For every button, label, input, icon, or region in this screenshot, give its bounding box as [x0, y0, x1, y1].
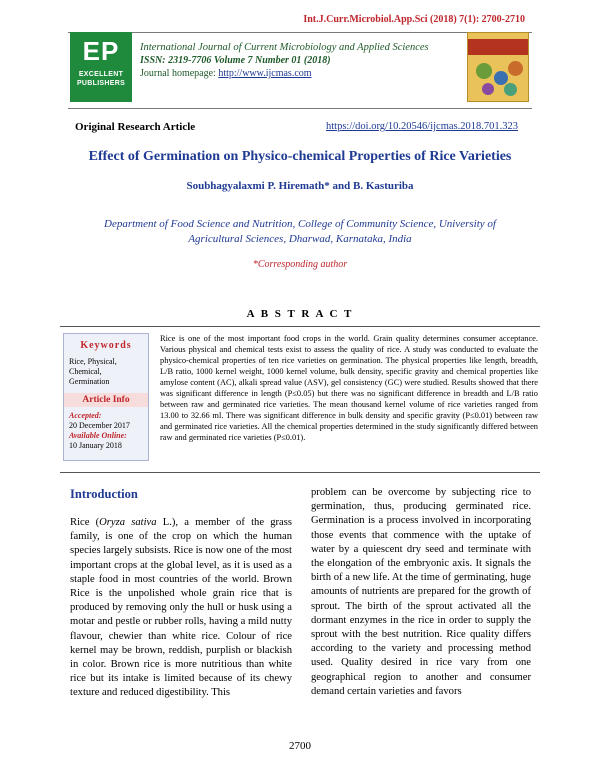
article-title: Effect of Germination on Physico-chemical Properties of Rice Varieties [88, 149, 512, 164]
species-name: Oryza sativa [99, 517, 157, 528]
logo-letters: EP [82, 36, 120, 66]
issn-line: ISSN: 2319-7706 Volume 7 Number 01 (2018) [140, 55, 331, 66]
abstract-text: Rice is one of the most important food crops in the world. Grain quality determines consumer acceptance. Various physical and chemical tests exist to assess the quality of rice. A study was conducted to evaluate the physico-chemical properties of ten rice varieties on germination. The physical properties like length, breadth, L/B ratio, 1000 kernel weight, 1000 kernel volume, bulk density, specific gravity and chemical properties like amylose content (AC), alkali spread value (ASV), gel consistency (GC) were studied. Results showed that there was significant difference in length (P≤0.05) but there was no significant difference in breadth and L/B ratio between raw and germinated rice varieties. The mean thousand kernel volume of rice varieties ranged from 13.00 to 32.66 ml. There was significant difference in bulk density and specific gravity (P≤0.01) between raw and germinated rice varieties. All the chemical properties determined in the study significantly differed between raw and germinated rice varieties (P≤0.01). [160, 334, 538, 442]
cover-image-4 [482, 83, 494, 95]
homepage-label: Journal homepage: [140, 68, 219, 79]
running-head: Int.J.Curr.Microbiol.App.Sci (2018) 7(1): 2700-2710 [303, 14, 525, 25]
abstract-bottom-rule [60, 472, 540, 473]
journal-name: International Journal of Current Microbiology and Applied Sciences [140, 42, 429, 53]
logo-subtext-1: EXCELLENT [78, 71, 124, 78]
accepted-label: Accepted: [69, 411, 102, 420]
page-number: 2700 [289, 740, 311, 752]
publisher-logo [70, 32, 132, 102]
keywords-heading: Keywords [80, 340, 132, 351]
homepage-link[interactable]: http://www.ijcmas.com [218, 68, 312, 79]
article-sidebar [63, 333, 149, 461]
cover-band [468, 39, 528, 55]
journal-homepage [140, 68, 312, 79]
available-online-label: Available Online: [69, 431, 127, 440]
article-authors: Soubhagyalaxmi P. Hiremath* and B. Kasturiba [186, 180, 414, 192]
abstract-heading: A B S T R A C T [246, 308, 354, 320]
introduction-heading: Introduction [70, 487, 138, 501]
intro-rest: L.), a member of the grass family, is one of the crop on which the human species largely subsists. Rice is now one of the most important crops at the global level, as it is used as a staple food in most countries of the world. Brown Rice is the unpolished whole grain rice that is produced by removing only the hull or husk using a motar and pestle or rubber rolls, having a mild nutty flavour, chewier than white rice. Colour of rice kernel may be brown, reddish, purplish or blackish in color. Brown rice is more nutritious than white rice but its intake is limited because of its chewy texture and reduced digestibility. This [70, 517, 292, 699]
keyword-line: Germination [69, 377, 110, 386]
logo-subtext-2: PUBLISHERS [76, 80, 126, 87]
cover-image-2 [494, 71, 508, 85]
author-affiliation: Department of Food Science and Nutrition, College of Community Science, University of Agricultural Sciences, Dharwad, Karnataka, India [104, 218, 496, 245]
corresponding-author-note: *Corresponding author [252, 259, 348, 270]
article-info-heading: Article Info [64, 393, 148, 407]
doi-link[interactable]: https://doi.org/10.20546/ijcmas.2018.701.323 [325, 121, 518, 132]
body-column-right: problem can be overcome by subjecting rice to germination, thus, producing germinated rice. Germination is a process involved in incorporating those events that commence with the uptake of water by a quiescent dry seed and terminate with the elongation of the embryonic axis. It signals the birth of a new life. At the time of germinating, huge amounts of nutrients are prepared for the growth of sprout. The birth of the sprout activated all the dormant enzymes in the rice in order to supply the sprout with the best nutrition. Rice quality differs according to the variety and processing method used. Quality desired in rice vary from one geographical region to another and consumer demand certain varieties and favors [311, 487, 531, 697]
journal-cover-thumbnail [467, 32, 529, 102]
available-online-date: 10 January 2018 [69, 441, 122, 450]
keyword-line: Chemical, [69, 367, 102, 376]
header-divider [68, 32, 532, 33]
cover-image-1 [476, 63, 492, 79]
header-divider-bottom [68, 108, 532, 109]
article-type: Original Research Article [75, 121, 196, 133]
cover-image-3 [508, 61, 523, 76]
body-column-left [70, 516, 292, 701]
intro-prefix: Rice ( [70, 517, 100, 528]
keyword-line: Rice, Physical, [69, 357, 117, 366]
accepted-date: 20 December 2017 [69, 421, 130, 430]
abstract-top-rule [60, 326, 540, 327]
cover-image-5 [504, 83, 517, 96]
